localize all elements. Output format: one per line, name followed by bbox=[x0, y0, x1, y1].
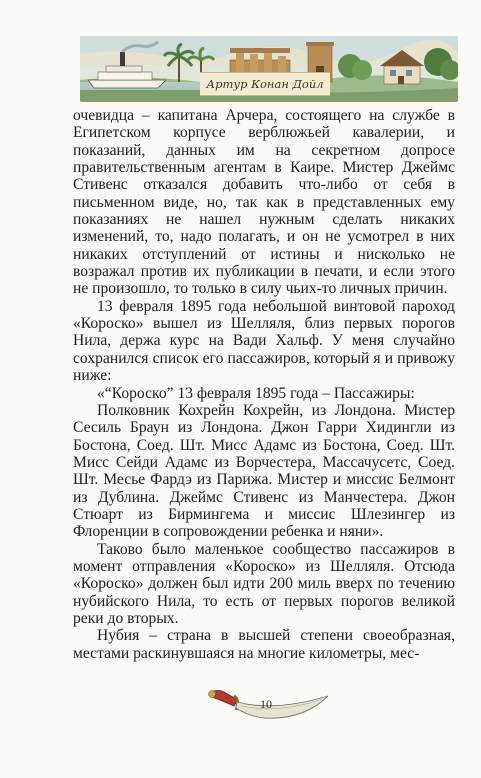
page-number: 10 bbox=[260, 697, 272, 711]
paragraph: Полковник Кохрейн Кохрейн, из Лондона. Мистер Сесиль Браун из Лондона. Джон Гарри Хидингли из Бостона, Соед. Шт. Мисс Адамс из Бостона, Соед. Шт. Мисс Сейди Адамс из Ворчестера, Массачусетс, Соед. Шт. Месье Фардэ из Парижа. Мистер и миссис Белмонт из Дублина. Джеймс Стивенс из Манчестера. Джон Стюарт из Бирмингема и миссис Шлезингер из Флоренции в сопровождении ребенка и няни». bbox=[73, 401, 455, 541]
paragraph: «“Короско” 13 февраля 1895 года – Пассажиры: bbox=[97, 384, 415, 402]
page-text bbox=[73, 107, 455, 662]
paragraph: Таково было маленькое сообщество пассажиров в момент отправления «Короско» из Шелляля. Отсюда «Короско» должен был идти 200 миль вверх по течению нубийского Нила, то есть от первых порогов великой реки до вторых. bbox=[73, 540, 455, 627]
paragraph: 13 февраля 1895 года небольшой винтовой пароход «Короско» вышел из Шелляля, близ первых порогов Нила, держа курс на Вади Хальф. У меня случайно сохранился список его пассажиров, который я и привожу ниже: bbox=[73, 297, 455, 385]
paragraph: очевидца – капитана Арчера, состоящего на службе в Египетском корпусе верблюжьей кавалерии, и показаний, данных им на секретном допросе правительственным агентам в Каире. Мистер Джеймс Стивенс отказался добавить что-либо от себя в письменном виде, но, так как в представленных ему показаниях не нашел нужным сделать никаких изменений, то, надо полагать, и он не усмотрел в них никаких отступлений от истины и нисколько не возражал против их публикации в печати, и если этого не произошло, то только в силу чьих-то личных причин. bbox=[73, 107, 455, 298]
paragraph: Нубия – страна в высшей степени своеобразная, местами раскинувшаяся на многие километры, мес- bbox=[73, 627, 455, 662]
running-head-author: Артур Конан Дойл bbox=[200, 72, 330, 96]
